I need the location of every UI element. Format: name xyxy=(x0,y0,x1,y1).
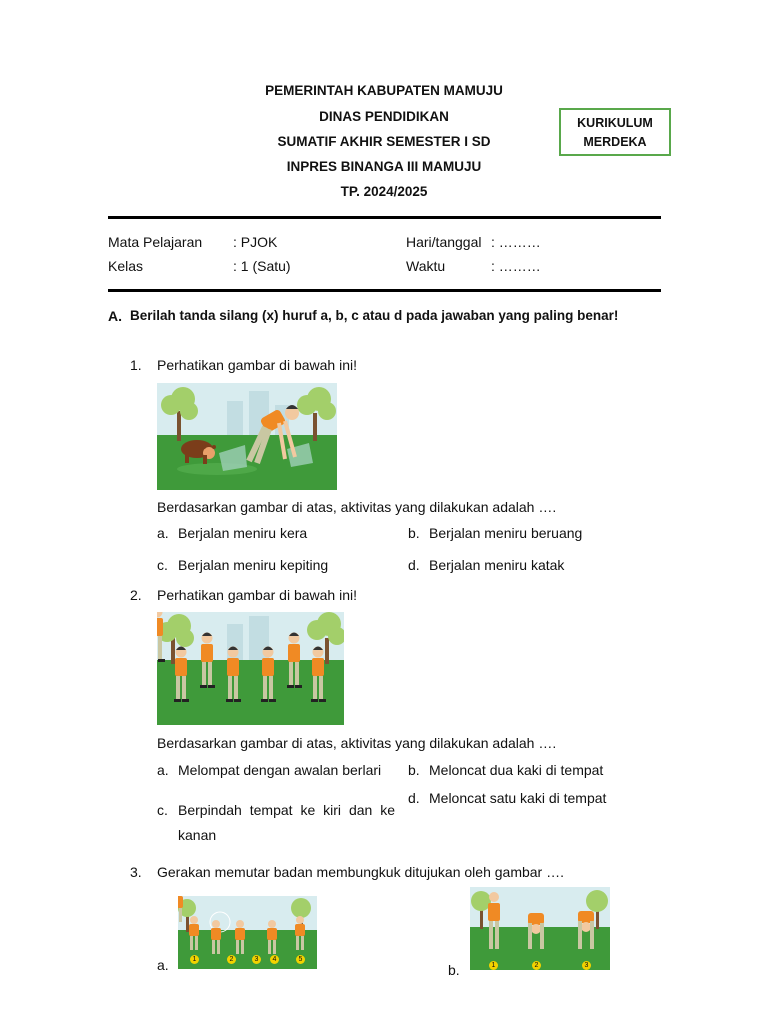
q3b-step-2: 2 xyxy=(532,961,541,970)
top-rule xyxy=(108,216,661,219)
q3-option-a-step-labels xyxy=(178,896,317,969)
class-value: : 1 (Satu) xyxy=(233,258,291,274)
subject-label: Mata Pelajaran xyxy=(108,234,203,250)
q1-option-c-letter[interactable]: c. xyxy=(157,557,168,573)
q3-option-b-step-labels xyxy=(470,887,610,970)
time-label: Waktu xyxy=(406,258,446,274)
q1-option-a-letter[interactable]: a. xyxy=(157,525,169,541)
q2-option-d[interactable]: Meloncat satu kaki di tempat xyxy=(429,790,607,806)
q2-option-d-letter[interactable]: d. xyxy=(408,790,420,806)
q2-stem: Berdasarkan gambar di atas, aktivitas yang dilakukan adalah …. xyxy=(157,735,557,751)
q1-prompt: Perhatikan gambar di bawah ini! xyxy=(157,357,358,373)
header-line-5: TP. 2024/2025 xyxy=(340,184,428,199)
q1-option-b-letter[interactable]: b. xyxy=(408,525,420,541)
section-instruction: Berilah tanda silang (x) huruf a, b, c atau d pada jawaban yang paling benar! xyxy=(130,308,619,323)
q2-option-c-continued[interactable]: kanan xyxy=(178,827,217,843)
time-value: : ……… xyxy=(491,258,541,274)
q1-bear-walk-illustration xyxy=(157,383,337,490)
q2-option-c-letter[interactable]: c. xyxy=(157,802,168,818)
curriculum-badge xyxy=(559,108,671,156)
curriculum-badge-line-1: KURIKULUM xyxy=(577,116,653,130)
q2-jumping-illustration xyxy=(157,612,344,725)
q1-option-d-letter[interactable]: d. xyxy=(408,557,420,573)
q2-option-c[interactable]: Berpindah tempat ke kiri dan ke xyxy=(178,802,395,818)
q3-number: 3. xyxy=(130,864,142,880)
bottom-rule xyxy=(108,289,661,292)
day-label: Hari/tanggal xyxy=(406,234,482,250)
header-line-1: PEMERINTAH KABUPATEN MAMUJU xyxy=(265,83,503,98)
q3-option-a-letter[interactable]: a. xyxy=(157,957,169,973)
q3a-step-2: 2 xyxy=(227,955,236,964)
q1-option-b[interactable]: Berjalan meniru beruang xyxy=(429,525,583,541)
q2-option-a[interactable]: Melompat dengan awalan berlari xyxy=(178,762,382,778)
q2-option-a-letter[interactable]: a. xyxy=(157,762,169,778)
q1-option-d[interactable]: Berjalan meniru katak xyxy=(429,557,565,573)
class-label: Kelas xyxy=(108,258,144,274)
q1-number: 1. xyxy=(130,357,142,373)
q2-option-b[interactable]: Meloncat dua kaki di tempat xyxy=(429,762,604,778)
header-line-2: DINAS PENDIDIKAN xyxy=(319,109,449,124)
q2-prompt: Perhatikan gambar di bawah ini! xyxy=(157,587,358,603)
q3b-step-3: 3 xyxy=(582,961,591,970)
day-value: : ……… xyxy=(491,234,541,250)
section-letter: A. xyxy=(108,308,122,324)
q3b-step-1: 1 xyxy=(489,961,498,970)
header-line-4: INPRES BINANGA III MAMUJU xyxy=(286,159,482,174)
q3-option-b-letter[interactable]: b. xyxy=(448,962,460,978)
q2-number: 2. xyxy=(130,587,142,603)
q1-stem: Berdasarkan gambar di atas, aktivitas yang dilakukan adalah …. xyxy=(157,499,557,515)
q3a-step-4: 4 xyxy=(270,955,279,964)
q3a-step-3: 3 xyxy=(252,955,261,964)
q2-option-b-letter[interactable]: b. xyxy=(408,762,420,778)
subject-value: : PJOK xyxy=(233,234,278,250)
q1-option-c[interactable]: Berjalan meniru kepiting xyxy=(178,557,329,573)
q3a-step-1: 1 xyxy=(190,955,199,964)
q3-prompt: Gerakan memutar badan membungkuk ditujukan oleh gambar …. xyxy=(157,864,564,880)
curriculum-badge-line-2: MERDEKA xyxy=(583,135,647,149)
header-line-3: SUMATIF AKHIR SEMESTER I SD xyxy=(277,134,491,149)
q1-option-a[interactable]: Berjalan meniru kera xyxy=(178,525,308,541)
q3a-step-5: 5 xyxy=(296,955,305,964)
